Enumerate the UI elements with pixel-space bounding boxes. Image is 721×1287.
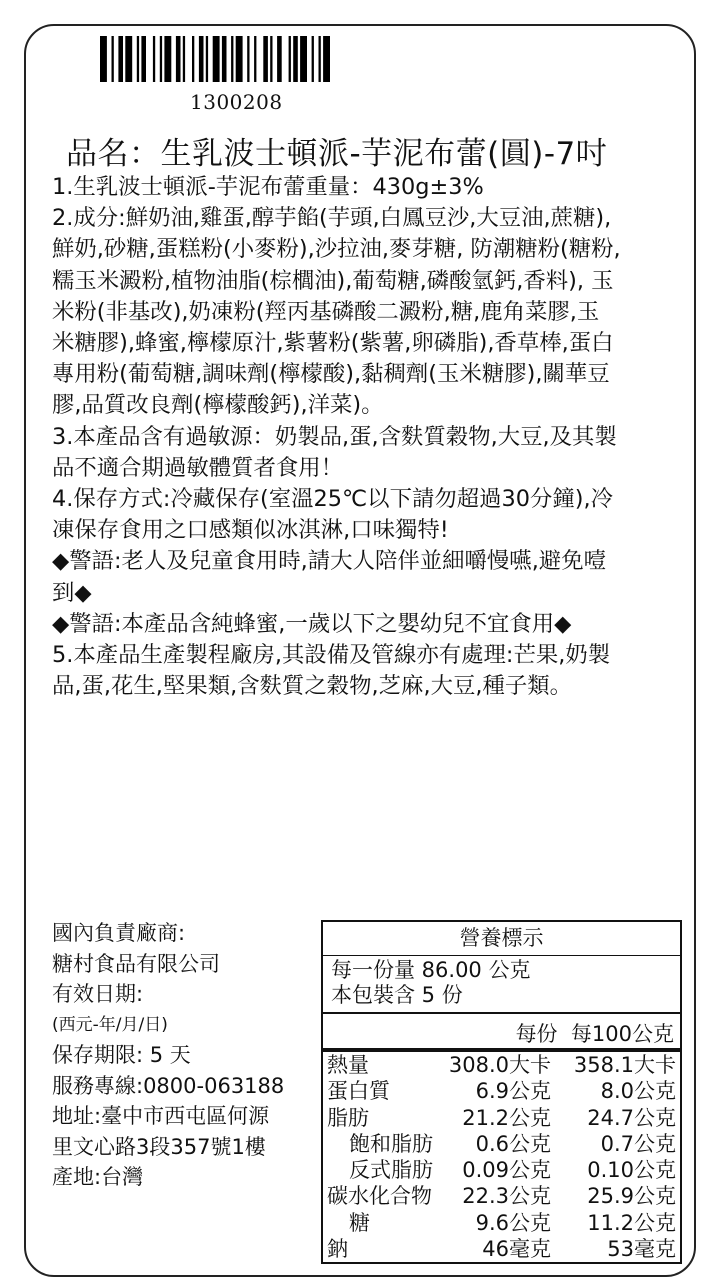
body-line: 品不適合期過敏體質者食用！	[52, 454, 344, 481]
per-100g-value: 8.0公克	[600, 1079, 676, 1104]
barcode-bar	[231, 36, 233, 82]
origin: 產地:台灣	[52, 1165, 144, 1189]
body-line: 米粉(非基改),奶凍粉(羥丙基磷酸二澱粉,糖,鹿角菜膠,玉	[52, 298, 600, 325]
barcode-bar	[183, 36, 185, 82]
body-line: 1.生乳波士頓派-芋泥布蕾重量：430g±3%	[52, 174, 484, 200]
barcode-bar	[164, 36, 171, 82]
nutrient-name: 糖	[349, 1210, 370, 1235]
body-line: 米糖膠),蜂蜜,檸檬原汁,紫薯粉(紫薯,卵磷脂),香草棒,蛋白	[52, 330, 614, 357]
per-serving-value: 0.09公克	[462, 1158, 551, 1183]
body-line: 3.本產品含有過敏源：奶製品,蛋,含麩質穀物,大豆,及其製	[52, 423, 617, 450]
nutrition-table	[321, 920, 682, 1264]
barcode-bar	[153, 36, 155, 82]
nutrition-row	[327, 1210, 676, 1236]
serving-info	[331, 958, 530, 1008]
barcode	[100, 36, 370, 82]
per-serving-value: 21.2公克	[462, 1105, 551, 1130]
per-serving-value: 308.0大卡	[448, 1053, 551, 1077]
barcode-bar	[270, 36, 272, 82]
company-info	[52, 918, 322, 1193]
manufacturer-label: 國內負責廠商:	[52, 921, 186, 945]
barcode-number: 1300208	[190, 90, 283, 114]
nutrition-row	[327, 1236, 676, 1262]
nutrition-rows	[327, 1052, 676, 1262]
address-line-1: 地址:臺中市西屯區何源	[52, 1104, 270, 1128]
barcode-bar	[254, 36, 256, 82]
nutrition-row	[327, 1078, 676, 1104]
per-serving-value: 22.3公克	[462, 1184, 551, 1209]
barcode-bar	[206, 36, 208, 82]
per-serving-value: 0.6公克	[475, 1131, 551, 1156]
nutrition-row	[327, 1183, 676, 1209]
body-line: 糯玉米澱粉,植物油脂(棕櫚油),葡萄糖,磷酸氫鈣,香料), 玉	[52, 267, 614, 294]
column-headers: 每份 每100公克	[515, 1022, 674, 1046]
barcode-bar	[263, 36, 268, 82]
address-line-2: 里文心路3段357號1樓	[52, 1134, 266, 1159]
body-line: 鮮奶,砂糖,蛋糕粉(小麥粉),沙拉油,麥芽糖, 防潮糖粉(糖粉,	[52, 236, 621, 263]
nutrition-row	[327, 1105, 676, 1131]
per-serving-value: 46毫克	[482, 1237, 551, 1262]
per-100g-value: 25.9公克	[587, 1184, 676, 1209]
nutrition-row	[327, 1052, 676, 1078]
barcode-bar	[236, 36, 243, 82]
nutrient-name: 脂肪	[327, 1105, 369, 1130]
barcode-bar	[319, 36, 321, 82]
barcode-bar	[213, 36, 220, 82]
body-line: 到◆	[52, 579, 92, 606]
shelf-life: 保存期限: 5 天	[52, 1043, 191, 1067]
barcode-bar	[199, 36, 204, 82]
per-serving-value: 9.6公克	[475, 1210, 551, 1235]
body-line: 膠,品質改良劑(檸檬酸鈣),洋菜)。	[52, 392, 384, 419]
nutrient-name: 飽和脂肪	[349, 1131, 433, 1156]
barcode-bar	[247, 36, 249, 82]
nutrient-name: 蛋白質	[327, 1079, 390, 1104]
barcode-bar	[312, 36, 314, 82]
barcode-bar	[100, 36, 107, 82]
expiry-label: 有效日期:	[52, 982, 144, 1006]
ingredients-text	[52, 172, 682, 702]
nutrient-name: 熱量	[327, 1053, 369, 1077]
manufacturer-name: 糖村食品有限公司	[52, 951, 220, 976]
service-hotline: 服務專線:0800-063188	[52, 1073, 285, 1098]
nutrient-name: 反式脂肪	[349, 1158, 433, 1183]
barcode-bar	[192, 36, 194, 82]
barcode-bar	[112, 36, 114, 82]
per-serving-value: 6.9公克	[475, 1079, 551, 1104]
per-100g-value: 24.7公克	[587, 1105, 676, 1130]
nutrient-name: 鈉	[327, 1237, 348, 1262]
nutrient-name: 碳水化合物	[327, 1184, 432, 1209]
per-100g-value: 11.2公克	[587, 1210, 676, 1235]
barcode-bar	[277, 36, 282, 82]
barcode-bar	[141, 36, 146, 82]
body-line: 凍保存食用之口感類似冰淇淋,口味獨特!	[52, 517, 449, 544]
barcode-bar	[176, 36, 181, 82]
servings-per-package: 本包裝含 5 份	[331, 983, 463, 1007]
body-line: ◆警語:本產品含純蜂蜜,一歲以下之嬰幼兒不宜食用◆	[52, 610, 572, 637]
body-line: 品,蛋,花生,堅果類,含麩質之穀物,芝麻,大豆,種子類。	[52, 673, 573, 700]
per-100g-value: 53毫克	[607, 1237, 676, 1262]
barcode-bar	[323, 36, 330, 82]
serving-size: 每一份量 86.00 公克	[331, 958, 531, 982]
body-line: 4.保存方式:冷藏保存(室溫25℃以下請勿超過30分鐘),冷	[52, 486, 614, 513]
body-line: 2.成分:鮮奶油,雞蛋,醇芋餡(芋頭,白鳳豆沙,大豆油,蔗糖),	[52, 205, 612, 232]
divider	[323, 1012, 680, 1014]
per-100g-value: 358.1大卡	[573, 1053, 676, 1077]
barcode-bar	[137, 36, 139, 82]
barcode-bar	[125, 36, 132, 82]
expiry-format: (西元-年/月/日)	[52, 1014, 168, 1035]
product-name: 品名：生乳波士頓派-芋泥布蕾(圓)-7吋	[66, 136, 608, 172]
barcode-bar	[289, 36, 291, 82]
barcode-bar	[293, 36, 298, 82]
per-100g-value: 0.7公克	[600, 1131, 676, 1156]
body-line: ◆警語:老人及兒童食用時,請大人陪伴並細嚼慢嚥,避免噎	[52, 548, 606, 575]
nutrition-title: 營養標示	[323, 922, 680, 956]
per-100g-value: 0.10公克	[587, 1158, 676, 1183]
barcode-bar	[160, 36, 162, 82]
barcode-bar	[222, 36, 227, 82]
body-line: 5.本產品生產製程廠房,其設備及管線亦有處理:芒果,奶製	[52, 642, 611, 669]
barcode-bar	[118, 36, 123, 82]
nutrition-row	[327, 1157, 676, 1183]
body-line: 專用粉(葡萄糖,調味劑(檸檬酸),黏稠劑(玉米糖膠),關華豆	[52, 361, 610, 388]
nutrition-row	[327, 1131, 676, 1157]
barcode-bar	[300, 36, 307, 82]
